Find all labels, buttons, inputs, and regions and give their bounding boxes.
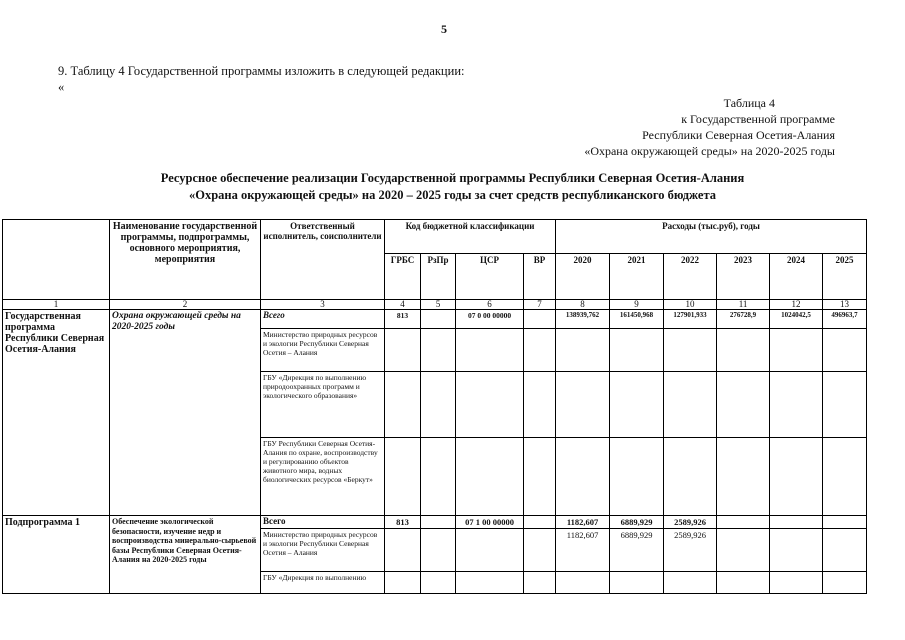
header-year-2023: 2023 bbox=[717, 254, 770, 300]
header-year-2022: 2022 bbox=[664, 254, 717, 300]
header-name: Наименование государственной программы, подпрограммы, основного мероприятия, мероприятия bbox=[110, 220, 261, 300]
col-number: 8 bbox=[556, 300, 610, 310]
col-number: 12 bbox=[770, 300, 823, 310]
header-executor: Ответственный исполнитель, соисполнители bbox=[261, 220, 385, 300]
program-label: Государственная программа Республики Северная Осетия-Алания bbox=[3, 310, 110, 516]
col-number: 6 bbox=[456, 300, 524, 310]
program-value-2025: 496963,7 bbox=[823, 310, 867, 329]
subprogram-total-label: Всего bbox=[261, 516, 385, 529]
title-line-1: Ресурсное обеспечение реализации Государственной программы Республики Северная Осетия-Алания bbox=[160, 171, 745, 185]
program-grbs: 813 bbox=[385, 310, 421, 329]
header-year-2021: 2021 bbox=[610, 254, 664, 300]
header-year-2024: 2024 bbox=[770, 254, 823, 300]
program-value-2020: 138939,762 bbox=[556, 310, 610, 329]
document-title bbox=[0, 170, 905, 204]
program-executor-1: Министерство природных ресурсов и экологии Республики Северная Осетия – Алания bbox=[261, 329, 385, 372]
header-budget-code: Код бюджетной классификации bbox=[385, 220, 556, 254]
subprogram-value-2022: 2589,926 bbox=[664, 516, 717, 529]
header-year-2025: 2025 bbox=[823, 254, 867, 300]
program-value-2023: 276728,9 bbox=[717, 310, 770, 329]
subprogram-grbs: 813 bbox=[385, 516, 421, 529]
program-name: Охрана окружающей среды на 2020-2025 годы bbox=[110, 310, 261, 516]
header-row-1 bbox=[3, 220, 867, 254]
annex-line-2: к Государственной программе bbox=[681, 112, 835, 126]
subprogram-vr bbox=[524, 516, 556, 529]
program-executor-3: ГБУ Республики Северная Осетия-Алания по охране, воспроизводству и регулированию объектов животного мира, водных биологических ресурсов «Беркут» bbox=[261, 438, 385, 516]
resource-table bbox=[2, 219, 867, 594]
program-total-row bbox=[3, 310, 867, 329]
col-number: 9 bbox=[610, 300, 664, 310]
col-number: 11 bbox=[717, 300, 770, 310]
column-numbers-row bbox=[3, 300, 867, 310]
subprogram-value-2021: 6889,929 bbox=[610, 516, 664, 529]
col-number: 10 bbox=[664, 300, 717, 310]
program-csr: 07 0 00 00000 bbox=[456, 310, 524, 329]
col-number: 4 bbox=[385, 300, 421, 310]
col-number: 3 bbox=[261, 300, 385, 310]
annex-line-1: Таблица 4 bbox=[723, 96, 775, 110]
header-csr: ЦСР bbox=[456, 254, 524, 300]
annex-header bbox=[584, 95, 835, 159]
title-line-2: «Охрана окружающей среды» на 2020 – 2025 годы за счет средств республиканского бюджета bbox=[188, 188, 717, 202]
opening-quote: « bbox=[58, 80, 65, 94]
col-number: 2 bbox=[110, 300, 261, 310]
col-number: 1 bbox=[3, 300, 110, 310]
subprogram-executor-value-2022: 2589,926 bbox=[664, 529, 717, 572]
col-number: 5 bbox=[421, 300, 456, 310]
program-total-label: Всего bbox=[261, 310, 385, 329]
page-number: 5 bbox=[441, 22, 447, 36]
program-vr bbox=[524, 310, 556, 329]
header-vr: ВР bbox=[524, 254, 556, 300]
subprogram-executor-value-2020: 1182,607 bbox=[556, 529, 610, 572]
intro-text: 9. Таблицу 4 Государственной программы изложить в следующей редакции: bbox=[58, 64, 465, 78]
subprogram-rzpr bbox=[421, 516, 456, 529]
subprogram-total-row bbox=[3, 516, 867, 529]
annex-line-3: Республики Северная Осетия-Алания bbox=[642, 128, 835, 142]
header-grbs: ГРБС bbox=[385, 254, 421, 300]
subprogram-csr: 07 1 00 00000 bbox=[456, 516, 524, 529]
header-rzpr: РзПр bbox=[421, 254, 456, 300]
header-expenses: Расходы (тыс.руб), годы bbox=[556, 220, 867, 254]
program-value-2021: 161450,968 bbox=[610, 310, 664, 329]
subprogram-label: Подпрограмма 1 bbox=[3, 516, 110, 594]
subprogram-executor-value-2021: 6889,929 bbox=[610, 529, 664, 572]
subprogram-name: Обеспечение экологической безопасности, изучение недр и воспроизводства минерально-сырьевой базы Республики Северная Осетия-Алания на 2020-2025 годы bbox=[110, 516, 261, 594]
program-executor-2: ГБУ «Дирекция по выполнению природоохранных программ и экологического образования» bbox=[261, 372, 385, 438]
program-value-2024: 1024042,5 bbox=[770, 310, 823, 329]
header-col-1 bbox=[3, 220, 110, 300]
subprogram-executor-2: ГБУ «Дирекция по выполнению bbox=[261, 572, 385, 594]
annex-line-4: «Охрана окружающей среды» на 2020-2025 годы bbox=[584, 144, 835, 158]
program-rzpr bbox=[421, 310, 456, 329]
col-number: 13 bbox=[823, 300, 867, 310]
subprogram-value-2020: 1182,607 bbox=[556, 516, 610, 529]
col-number: 7 bbox=[524, 300, 556, 310]
program-value-2022: 127901,933 bbox=[664, 310, 717, 329]
header-year-2020: 2020 bbox=[556, 254, 610, 300]
subprogram-executor-1: Министерство природных ресурсов и экологии Республики Северная Осетия – Алания bbox=[261, 529, 385, 572]
